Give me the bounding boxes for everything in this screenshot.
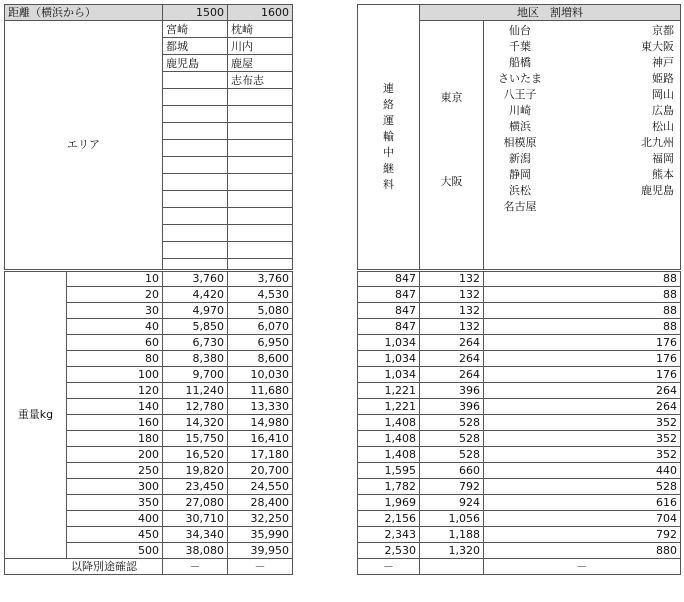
city-name: さいたま — [498, 72, 542, 85]
rate-1500-cell: 4,420 — [163, 287, 228, 303]
hub-osaka: 大阪 — [440, 175, 463, 188]
area-fee-cell: 264 — [484, 399, 681, 415]
relay-fee-cell: 1,408 — [358, 447, 420, 463]
rate-1600-cell: 16,410 — [228, 431, 293, 447]
table-row — [358, 431, 681, 447]
weight-cell: 300 — [67, 479, 163, 495]
area-1600-slot — [228, 191, 292, 208]
area-fee-cell: 176 — [484, 367, 681, 383]
hub-cell — [420, 21, 484, 271]
area-1600-slot — [228, 208, 292, 225]
table-row — [5, 271, 293, 287]
hub-fee-cell: 132 — [420, 303, 484, 319]
relay-fee-cell: 1,221 — [358, 399, 420, 415]
table-row — [358, 271, 681, 287]
city-name: 京都 — [652, 24, 674, 37]
hub-fee-cell: 660 — [420, 463, 484, 479]
relay-fee-cell: 2,156 — [358, 511, 420, 527]
relay-fee-cell: 1,969 — [358, 495, 420, 511]
distance-1600: 1600 — [228, 5, 293, 21]
table-row — [358, 479, 681, 495]
hub-fee-cell: 528 — [420, 431, 484, 447]
rate-1500-cell: 9,700 — [163, 367, 228, 383]
area-fee-cell: 88 — [484, 271, 681, 287]
area-1600-slot — [228, 106, 292, 123]
area-fee-cell: 792 — [484, 527, 681, 543]
rate-1600-cell: 28,400 — [228, 495, 293, 511]
rate-1600-cell: 24,550 — [228, 479, 293, 495]
weight-cell: 20 — [67, 287, 163, 303]
rate-1500-cell: 11,240 — [163, 383, 228, 399]
area-fee-cell: 352 — [484, 415, 681, 431]
city-name: 川崎 — [509, 104, 531, 117]
weight-cell: 120 — [67, 383, 163, 399]
city-name: 北九州 — [641, 136, 674, 149]
rate-1500-cell: 38,080 — [163, 543, 228, 559]
hub-fee-cell: 1,056 — [420, 511, 484, 527]
table-row — [358, 463, 681, 479]
area-fee-cell: 440 — [484, 463, 681, 479]
city-name: 名古屋 — [503, 200, 537, 213]
area-1600-slot — [228, 174, 292, 191]
relay-fee-label — [358, 5, 420, 271]
relay-fee-cell: 2,343 — [358, 527, 420, 543]
relay-fee-cell: 1,034 — [358, 367, 420, 383]
rate-1600-cell: 20,700 — [228, 463, 293, 479]
hub-fee-cell: 528 — [420, 447, 484, 463]
area-fee-cell: 176 — [484, 351, 681, 367]
weight-cell: 160 — [67, 415, 163, 431]
area-1500-slot: 鹿児島 — [163, 55, 227, 72]
table-row — [358, 303, 681, 319]
table-row — [358, 447, 681, 463]
city-list — [484, 21, 681, 271]
city-name: 熊本 — [652, 168, 674, 181]
area-1500-slot — [163, 123, 227, 140]
rate-1500-cell: 15,750 — [163, 431, 228, 447]
area-list-1600 — [228, 21, 293, 271]
area-fee-cell: 880 — [484, 543, 681, 559]
area-1600-slot — [228, 140, 292, 157]
rate-1600-cell: 32,250 — [228, 511, 293, 527]
weight-cell: 200 — [67, 447, 163, 463]
area-1600-slot: 志布志 — [228, 72, 292, 89]
rate-1600-cell: 39,950 — [228, 543, 293, 559]
area-fee-cell: 176 — [484, 335, 681, 351]
rate-1600-cell: 6,950 — [228, 335, 293, 351]
hub-fee-cell: 396 — [420, 399, 484, 415]
relay-label-char: 絡 — [383, 98, 394, 111]
city-name: 八王子 — [503, 88, 537, 101]
hub-fee-cell: 264 — [420, 351, 484, 367]
city-name: 相模原 — [503, 136, 537, 149]
relay-fee-cell: 847 — [358, 319, 420, 335]
rate-1600-cell: 4,530 — [228, 287, 293, 303]
rate-1600-cell: 10,030 — [228, 367, 293, 383]
rate-1500-cell: 14,320 — [163, 415, 228, 431]
rate-1600-cell: 35,990 — [228, 527, 293, 543]
table-row — [358, 495, 681, 511]
relay-fee-cell: 2,530 — [358, 543, 420, 559]
table-row — [358, 383, 681, 399]
city-name: 東大阪 — [641, 40, 674, 53]
area-1500-slot — [163, 191, 227, 208]
area-1500-slot — [163, 225, 227, 242]
area-1600-slot — [228, 123, 292, 140]
hub-fee-cell: 132 — [420, 271, 484, 287]
area-1600-slot — [228, 89, 292, 106]
area-1500-slot — [163, 72, 227, 89]
relay-label-char: 連 — [383, 82, 394, 95]
rate-1600-cell: 14,980 — [228, 415, 293, 431]
weight-cell: 450 — [67, 527, 163, 543]
hub-fee-cell: 1,320 — [420, 543, 484, 559]
area-fee-cell: 616 — [484, 495, 681, 511]
hub-fee-cell: 132 — [420, 319, 484, 335]
rate-1500-cell: 27,080 — [163, 495, 228, 511]
city-name: 仙台 — [509, 24, 531, 37]
area-fee-cell: 88 — [484, 319, 681, 335]
area-fee-cell: 704 — [484, 511, 681, 527]
rate-1600-cell: 13,330 — [228, 399, 293, 415]
weight-cell: 400 — [67, 511, 163, 527]
table-row — [358, 319, 681, 335]
distance-rate-table — [4, 4, 293, 575]
table-row — [358, 511, 681, 527]
relay-fee-cell: 847 — [358, 271, 420, 287]
footer-hub — [420, 559, 484, 575]
relay-fee-cell: 847 — [358, 303, 420, 319]
area-1500-slot — [163, 89, 227, 106]
city-name: 姫路 — [652, 72, 674, 85]
rate-1600-cell: 5,080 — [228, 303, 293, 319]
rate-1500-cell: 8,380 — [163, 351, 228, 367]
distance-1500: 1500 — [163, 5, 228, 21]
table-row — [358, 527, 681, 543]
relay-label-char: 継 — [383, 162, 394, 175]
hub-fee-cell: 132 — [420, 287, 484, 303]
table-row — [358, 367, 681, 383]
surcharge-table — [357, 4, 681, 575]
area-1500-slot — [163, 208, 227, 225]
area-1500-slot — [163, 242, 227, 259]
weight-cell: 60 — [67, 335, 163, 351]
area-1600-slot — [228, 157, 292, 174]
hub-fee-cell: 264 — [420, 367, 484, 383]
rate-1600-cell: 8,600 — [228, 351, 293, 367]
rate-1500-cell: 12,780 — [163, 399, 228, 415]
table-row — [358, 415, 681, 431]
footer-area: － — [484, 559, 681, 575]
weight-cell: 80 — [67, 351, 163, 367]
area-fee-cell: 264 — [484, 383, 681, 399]
hub-fee-cell: 528 — [420, 415, 484, 431]
city-name: 千葉 — [509, 40, 531, 53]
area-1600-slot: 鹿屋 — [228, 55, 292, 72]
area-fee-cell: 352 — [484, 431, 681, 447]
area-1500-slot — [163, 157, 227, 174]
area-fee-cell: 88 — [484, 287, 681, 303]
relay-label-char: 中 — [383, 146, 394, 159]
city-name: 広島 — [652, 104, 674, 117]
footer-1500: － — [163, 559, 228, 575]
weight-cell: 140 — [67, 399, 163, 415]
hub-fee-cell: 924 — [420, 495, 484, 511]
city-name: 神戸 — [652, 56, 674, 69]
area-1500-slot: 宮崎 — [163, 21, 227, 38]
city-name: 静岡 — [509, 168, 531, 181]
relay-fee-cell: 1,034 — [358, 335, 420, 351]
area-1600-slot — [228, 242, 292, 259]
relay-label-char: 輸 — [383, 130, 394, 143]
area-1500-slot: 都城 — [163, 38, 227, 55]
rate-1500-cell: 6,730 — [163, 335, 228, 351]
city-name: 横浜 — [509, 120, 531, 133]
hub-fee-cell: 1,188 — [420, 527, 484, 543]
rate-1500-cell: 23,450 — [163, 479, 228, 495]
city-name: 船橋 — [509, 56, 531, 69]
weight-cell: 40 — [67, 319, 163, 335]
relay-fee-cell: 1,221 — [358, 383, 420, 399]
relay-fee-cell: 1,408 — [358, 415, 420, 431]
weight-cell: 30 — [67, 303, 163, 319]
relay-fee-cell: 847 — [358, 287, 420, 303]
weight-cell: 500 — [67, 543, 163, 559]
hub-tokyo: 東京 — [440, 91, 463, 104]
city-name: 福岡 — [652, 152, 674, 165]
area-label: エリア — [5, 21, 163, 271]
area-1500-slot — [163, 106, 227, 123]
relay-fee-cell: 1,408 — [358, 431, 420, 447]
relay-fee-cell: 1,034 — [358, 351, 420, 367]
weight-cell: 180 — [67, 431, 163, 447]
rate-1500-cell: 34,340 — [163, 527, 228, 543]
table-row — [358, 335, 681, 351]
area-1500-slot — [163, 174, 227, 191]
table-row — [358, 543, 681, 559]
area-fee-cell: 528 — [484, 479, 681, 495]
rate-1500-cell: 4,970 — [163, 303, 228, 319]
rate-1500-cell: 19,820 — [163, 463, 228, 479]
area-list-1500 — [163, 21, 228, 271]
hub-fee-cell: 792 — [420, 479, 484, 495]
table-row — [358, 287, 681, 303]
distance-header: 距離（横浜から） — [5, 5, 163, 21]
rate-1500-cell: 16,520 — [163, 447, 228, 463]
weight-cell: 10 — [67, 271, 163, 287]
weight-label: 重量kg — [5, 271, 67, 559]
rate-1500-cell: 30,710 — [163, 511, 228, 527]
rate-1600-cell: 6,070 — [228, 319, 293, 335]
area-1600-slot — [228, 225, 292, 242]
rate-1600-cell: 3,760 — [228, 271, 293, 287]
weight-cell: 100 — [67, 367, 163, 383]
rate-1600-cell: 17,180 — [228, 447, 293, 463]
relay-fee-cell: 1,782 — [358, 479, 420, 495]
footer-1600: － — [228, 559, 293, 575]
rate-1500-cell: 5,850 — [163, 319, 228, 335]
weight-cell: 250 — [67, 463, 163, 479]
rate-1600-cell: 11,680 — [228, 383, 293, 399]
area-fee-cell: 88 — [484, 303, 681, 319]
city-name: 浜松 — [509, 184, 531, 197]
relay-label-char: 運 — [383, 114, 394, 127]
relay-fee-cell: 1,595 — [358, 463, 420, 479]
footer-relay: － — [358, 559, 420, 575]
table-row — [358, 351, 681, 367]
city-name: 新潟 — [509, 152, 531, 165]
table-row — [358, 399, 681, 415]
city-name: 松山 — [652, 120, 674, 133]
surcharge-header: 地区 割増料 — [420, 5, 681, 21]
city-name: 鹿児島 — [641, 184, 674, 197]
footer-label: 以降別途確認 — [5, 559, 163, 575]
hub-fee-cell: 264 — [420, 335, 484, 351]
area-1600-slot: 川内 — [228, 38, 292, 55]
city-name: 岡山 — [652, 88, 674, 101]
rate-1500-cell: 3,760 — [163, 271, 228, 287]
hub-fee-cell: 396 — [420, 383, 484, 399]
area-1600-slot: 枕崎 — [228, 21, 292, 38]
relay-label-char: 料 — [383, 178, 394, 191]
area-1500-slot — [163, 140, 227, 157]
area-fee-cell: 352 — [484, 447, 681, 463]
weight-cell: 350 — [67, 495, 163, 511]
